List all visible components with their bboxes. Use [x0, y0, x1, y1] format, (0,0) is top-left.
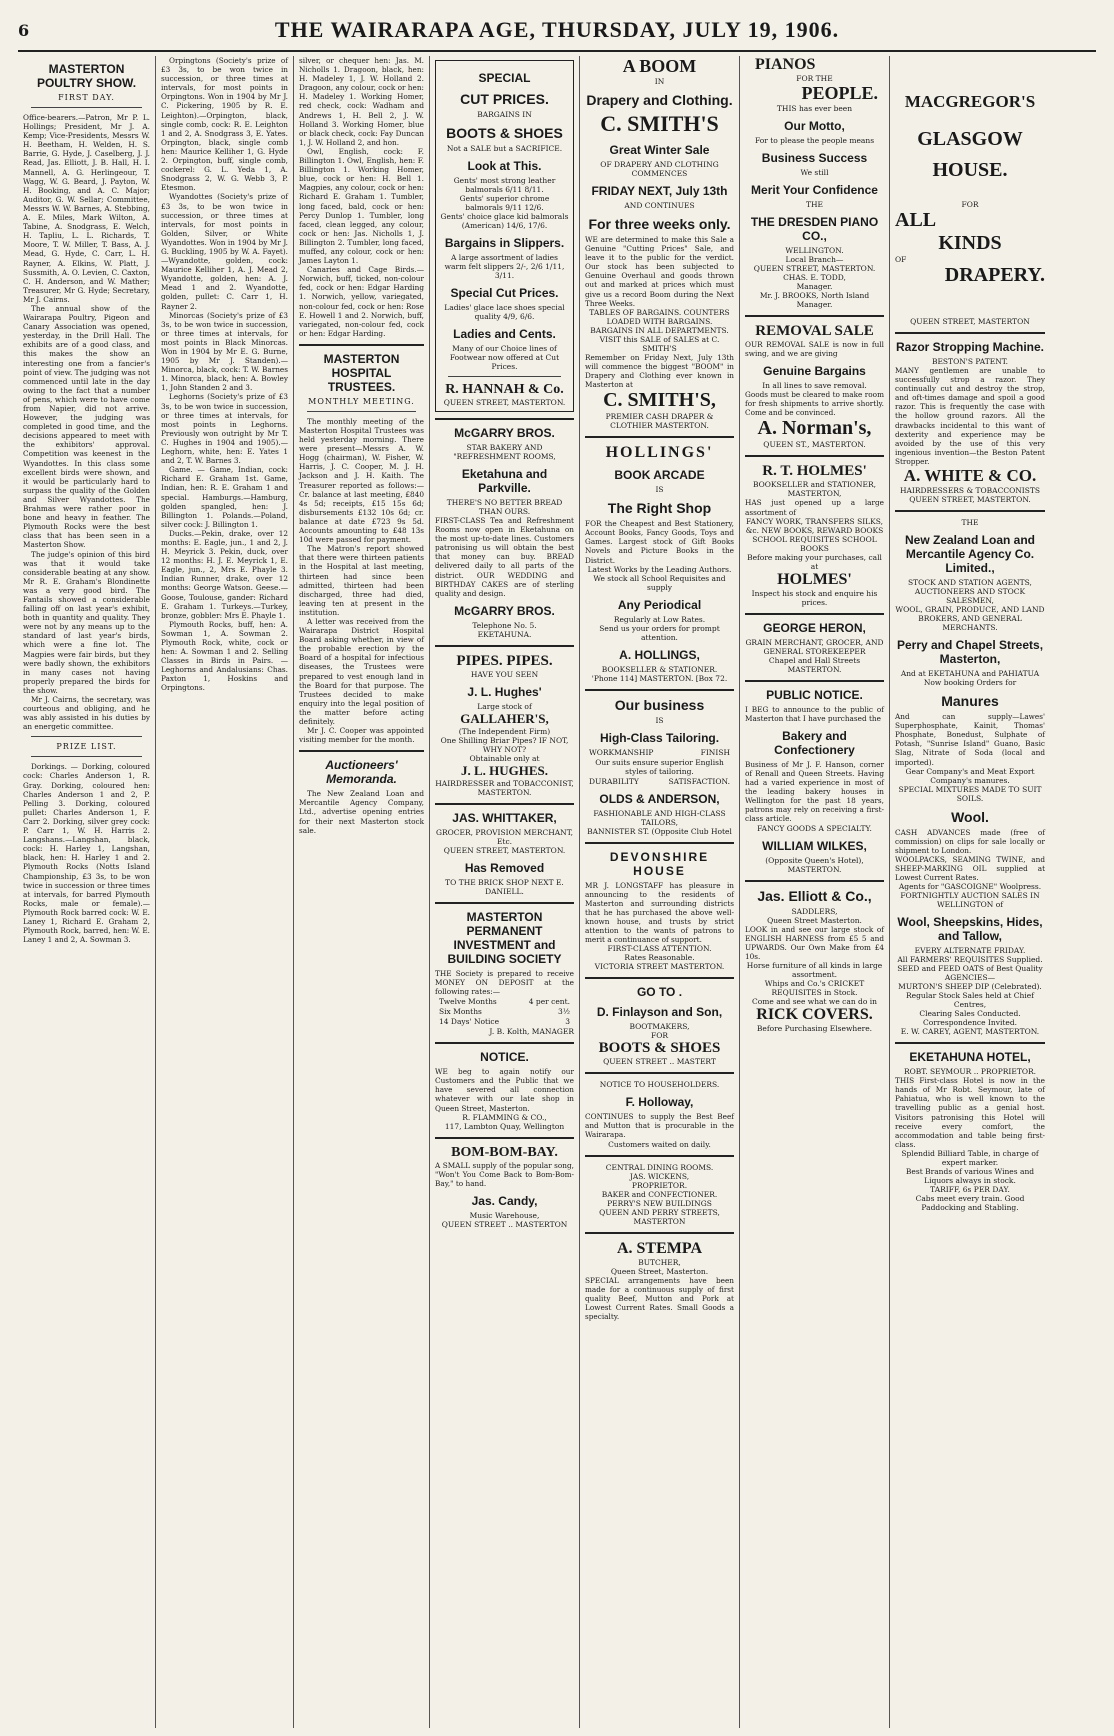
- ad-text: LOOK in and see our large stock of ENGLISH HARNESS from £5 5 and UPWARDS. Our Own Make from £4 10s.: [745, 924, 884, 961]
- article-paragraph: Plymouth Rocks, buff, hen: A. Sowman 1, A. Sowman 2. Plymouth Rock, white, cock or hen: A. Sowman 1 and 2. Selling Classes in Birds in Pairs. —Leghorns and Andalusians: Chas. Paxton 1, Hoskins and Orpingtons.: [161, 619, 288, 693]
- page-number: 6: [18, 20, 30, 40]
- ad-text: FOR: [651, 1031, 668, 1041]
- article-paragraph: Dorkings. — Dorking, coloured cock: Charles Anderson 1, R. Gray. Dorking, coloured hen: Charles Anderson 1 and 2, P. Pelling 3. Dorking, coloured pullet: Charles Anderson 1, F. Carr 2. Dorking, silver grey cock: P. Carr 1, W. H. Harris 2. Langshans.—Langshan, black, cock: H. Harley 1, Langshan, black, hen: H. Harley 1 and 2. Plymouth Rocks (Notts Island Championship, £3 3s, to be won twice in succession or three times at intervals, for barred Plymouth Rocks, male or female).—Plymouth Rock barred cock: W. E. Laney 1, Richard E. Graham 2, Plymouth Rock, barred, hen: W. E. Laney 1 and 2, A. Sowman 3.: [23, 762, 150, 945]
- column-6: [740, 56, 890, 1728]
- ad-business-name: C. SMITH'S,: [603, 389, 716, 412]
- article-paragraph: The monthly meeting of the Masterton Hospital Trustees was held yesterday morning. There were present—Messrs A. W. Hogg (chairman), W. Fisher, W. Harris, J. C. Cooper, M. J. H. Jackson and J. H. Kaith. The Treasurer reported as follows:—Cr. balance at last meeting, £840 4s 5d; receipts, £15 15s 6d; disbursements £132 10s 6d; cr. balance at date £723 9s 5d. Accounts amounting to £48 13s 10d were passed for payment.: [299, 416, 424, 545]
- article-paragraph: Owl, English, cock: F. Billington 1. Owl, English, hen: F. Billington 1. Working Homer, blue, cock or hen: H. Bell 1. Magpies, any colour, cock or hen: Richard E. Graham 1. Tumbler, long faced, bald, cock or hen: Percy Dunlop 1. Tumbler, long faced, clean legged, any colour, cock or hen: Jas. Nicholls 1, J. Billington 2. Tumbler, long faced, muffed, any colour, cock or hen: James Layton 1.: [299, 146, 424, 266]
- ad-text: MR J. LONGSTAFF has pleasure in announcing to the residents of Masterton and surrounding districts that he has purchased the above well-known house, and trusts by strict attention to the wants of patrons to merit a continuance of support.: [585, 880, 734, 945]
- ad-text: We still: [800, 168, 829, 177]
- ad-text: Agents for "GASCOIGNE" Woolpress.: [898, 882, 1042, 892]
- ad-business-name: C. SMITH'S: [600, 111, 719, 136]
- ad-business-name: R. HANNAH & Co.: [445, 382, 564, 397]
- ad-heading: PIANOS: [755, 56, 816, 73]
- ad-corner-row: [589, 777, 730, 786]
- ad-address: Perry and Chapel Streets, Masterton,: [896, 638, 1044, 667]
- rate-term: Twelve Months: [439, 997, 497, 1007]
- ad-business-name: DEVONSHIRE HOUSE: [609, 849, 710, 878]
- article-paragraph: The judge's opinion of this bird was that it would take considerable beating at any show. Mr R. E. Graham's Blondinette was a very good bird. The Fantails showed a considerable falling off on last year's exhibit, both in quantity and quality. They were not by any means up to the standard of last year's birds, which were a fine lot. The Magpies were fair birds, but they were badly shown, the exhibitors in many cases not having properly prepared the birds for the show.: [23, 549, 150, 695]
- ad-text: SADDLERS,: [791, 906, 838, 916]
- ad-business-name: OLDS & ANDERSON,: [599, 791, 720, 806]
- article-paragraph: The annual show of the Wairarapa Poultry, Pigeon and Canary Association was opened, yesterday, in the Drill Hall. The exhibits are of a good class, and this makes the show an interesting one from a fancier's point of view. The judging was not commenced until late in the day owing to the fact that a number of pens, which were to have come from Napier, did not arrive. However, the judging was completed in good time, and the decisions appeared to meet with the exhibitors' approval. Competition was keenest in the Wyandottes. In this class some excellent birds were shown, and it would be particularly hard to surpass the quality of the Golden and Silver Wyandottes. The Brahmas were rather poor in bone and heavy in feather. The Plymouth Rocks were the best class that has been seen in a Masterton Show.: [23, 303, 150, 550]
- ad-text: One Shilling Briar Pipes? IF NOT, WHY NOT?: [440, 735, 569, 754]
- ad-text: WE are determined to make this Sale a Genuine "Cutting Prices" Sale, and leave it to the public for the verdict. Our stock has been subjected to Genuine Overhaul and goods thrown out and marked at prices which must give us a record Boom during the Next Three Weeks.: [585, 235, 734, 308]
- ad-text: WORKMANSHIP: [589, 747, 654, 757]
- column-7: [890, 56, 1050, 1728]
- ad-heading: BOOK ARCADE: [614, 468, 705, 483]
- ad-heading: SPECIAL: [478, 71, 531, 85]
- ad-text: Regular Stock Sales held at Chief Centres,: [906, 991, 1034, 1010]
- article-paragraph: Orpingtons (Society's prize of £3 3s, to be won twice in succession, or three times at intervals, for most points in Orpingtons. Won in 1904 by Mr J. C. Pickering, 1905 by R. E. Leighton).—Orpington, black, single comb, cock: R. E. Leighton 1 and 2, A. Snodgrass 3, E. Yates. Orpington, black, single comb hen: Maurice Kelliher 1, G. Hyde 2. Orpington, buff, single comb, cockerel: G. L. Yeda 1, A. Snodgrass 2, W. G. Webb 3, P. Etesmon.: [161, 56, 288, 193]
- ad-text: FOR the Cheapest and Best Stationery, Account Books, Fancy Goods, Toys and Games. Largest stock of Gift Books Novels and Picture Books in the District.: [585, 519, 734, 565]
- ad-text: CASH ADVANCES made (free of commission) on clips for sale locally or shipment to London.: [895, 827, 1045, 855]
- ad-text: SATISFACTION.: [668, 776, 730, 786]
- ad-text: I BEG to announce to the public of Masterton that I have purchased the: [745, 704, 884, 723]
- ad-text: TO THE BRICK SHOP NEXT E. DANIELL.: [445, 877, 564, 896]
- ad-text: Before making your purchases, call at: [747, 552, 882, 571]
- ad-text: SPECIAL arrangements have been made for a continuous supply of first quality Beef, Mutton and Pork at Lowest Current Rates. Small Goods a specialty.: [585, 1275, 734, 1321]
- ad-text: FOR: [961, 200, 979, 209]
- ad-text: CONTINUES to supply the Best Beef and Mutton that is procurable in the Wairarapa.: [585, 1112, 734, 1140]
- ad-heading: The Right Shop: [607, 500, 712, 517]
- ad-text: OF DRAPERY AND CLOTHING: [600, 160, 719, 169]
- ad-business-name: J. L. HUGHES.: [460, 762, 549, 778]
- ad-business-name: New Zealand Loan and Mercantile Agency Co. Limited.,: [904, 533, 1036, 576]
- ad-text: IN: [654, 77, 665, 86]
- ad-heading: Look at This.: [467, 159, 542, 173]
- article-paragraph: Office-bearers.—Patron, Mr P. L. Hollings; President, Mr J. A. Kemp; Vice-Presidents, Messrs W. H. Beetham, H. Welden, H. S. Barrie, G. Hyde, J. Caselberg, J. J. Read, Jas. Elliott, J. B. Hall, H. I. Mannell, A. G. Herlingeour, T. Wagg, W. G. Beard, J. Payton, W. H. Booking, and A. C. Major; Auditor, G. W. Sellar; Committee, Messrs W. W. Barnes, A. Stebbing, A. E. Miles, Mark Wilton, A. Tabine, A. Snodgrass, E. Welch, H. Tapliu, L. L. Richards, T. Moore, T. W. Miller, T. Bass, A. J. Mead, G. Hyde, C. Carr, L. H. Rayner, A. Elkins, W. Platt, J. Sussmith, A. O. Levien, C. Caxton, C. H. Anderson, and W. Mather; Treasurer, Mr G. Hyde; Secretary, Mr J. Cairns.: [23, 113, 150, 304]
- ad-text: Our suits ensure superior English styles of tailoring.: [595, 757, 724, 776]
- ad-text: IS: [655, 715, 664, 725]
- auction-title: Auctioneers' Memoranda.: [325, 758, 398, 787]
- ad-heading: Genuine Bargains: [763, 364, 866, 379]
- ad-text: BOOKSELLER & STATIONER.: [601, 664, 718, 674]
- columns: [18, 56, 1096, 1728]
- ad-text: Clearing Sales Conducted.: [919, 1009, 1021, 1019]
- ad-text: EKETAHUNA.: [477, 629, 532, 639]
- ad-address: HAIRDRESSERS & TOBACCONISTS QUEEN STREET, MASTERTON.: [899, 486, 1041, 505]
- ad-text: Mr. J. BROOKS, North Island Manager.: [759, 291, 870, 309]
- ad-text: Whips and Co.'s CRICKET REQUISITES in Stock.: [764, 978, 865, 997]
- ad-address: 117, Lambton Quay, Wellington: [444, 1121, 565, 1131]
- ad-text: In all lines to save removal.: [762, 381, 867, 391]
- hannah-ad: [435, 60, 574, 412]
- ad-heading: Razor Stropping Machine.: [895, 340, 1044, 354]
- ad-text: For to please the people means: [754, 136, 875, 145]
- ad-heading: Great Winter Sale: [609, 143, 710, 157]
- ad-business-name: A. HOLLINGS,: [619, 647, 700, 662]
- ad-text: Best Brands of various Wines and Liquors always in stock.: [905, 1166, 1035, 1185]
- ad-text: Correspondence Invited.: [922, 1018, 1018, 1028]
- ad-text: Local Branch—: [785, 255, 844, 264]
- ad-heading: BOM-BOM-BAY.: [451, 1144, 558, 1160]
- ad-text: FANCY WORK, TRANSFERS SILKS, &c. NEW BOOKS, REWARD BOOKS SCHOOL REQUISITES SCHOOL BOOKS: [745, 516, 884, 553]
- ad-text: FINISH: [700, 747, 730, 757]
- ad-text: AND CONTINUES: [624, 201, 695, 210]
- rate-row: [439, 1007, 570, 1016]
- ad-text: SPECIAL MIXTURES MADE TO SUIT SOILS.: [898, 784, 1042, 803]
- ad-text: FIRST-CLASS ATTENTION.: [607, 944, 712, 954]
- ad-text: COMMENCES: [631, 169, 688, 178]
- ad-address: 'Phone 114] MASTERTON. [Box 72.: [591, 673, 728, 683]
- ad-business-name: MASTERTON PERMANENT INVESTMENT and BUILDING SOCIETY: [447, 909, 562, 966]
- ad-text: FOR THE: [796, 74, 833, 83]
- ad-text: Gents' most strong leather balmorals 6/11 8/11.: [453, 176, 556, 194]
- ad-address: QUEEN ST., MASTERTON.: [763, 440, 866, 450]
- ad-text: Gear Company's and Meat Export Company's manures.: [905, 766, 1035, 785]
- ad-address: QUEEN STREET, MASTERTON.: [753, 264, 876, 273]
- column-2: [156, 56, 294, 1728]
- ad-text: STAR BAKERY AND "REFRESHMENT ROOMS,: [453, 443, 556, 461]
- ad-text: Gents' superior chrome balmorals 9/11 12/6.: [459, 194, 550, 212]
- ad-heading: BOOTS & SHOES: [598, 1040, 721, 1057]
- ad-text: THE: [805, 200, 824, 209]
- ad-text: Splendid Billiard Table, in charge of expert marker.: [901, 1148, 1039, 1167]
- ad-heading: Special Cut Prices.: [450, 286, 559, 300]
- ad-business-name: THE DRESDEN PIANO CO.,: [750, 215, 879, 243]
- ad-text: Obtainable only at: [469, 753, 540, 763]
- ad-text: GRAIN MERCHANT, GROCER, AND: [745, 637, 884, 647]
- ad-business-name: A. WHITE & CO.: [903, 466, 1037, 486]
- article-paragraph: silver, or chequer hen: Jas. M. Nicholls 1. Dragoon, black, hen: H. Madeley 1, J. W. Holland 2. Dragoon, any colour, cock or hen: H. Madeley 1. Working Homer, red check, cock: Wadham and Andrews 1, H. Bell 2, J. W. Holland 3. Working Homer, blue or black check, cock: Fay Duncan 1, J. W. Holland 2, and hon.: [299, 56, 424, 147]
- article-paragraph: Wyandottes (Society's prize of £3 3s, to be won twice in succession, or three times at intervals, for most points in Golden, Silver, or White Wyandottes. Won in 1904 by Mr J. G. Buckling, 1905 by W. A. Fayet).—Wyandotte, golden, cock: Maurice Kelliher 1, A. J. Mead 2, Wyandotte, golden, hen: A. J. Mead 1 and 2. Wyandotte, golden, pullet: C. Carr 1, H. Rayner 2.: [161, 192, 288, 311]
- ad-address: (Opposite Queen's Hotel), MASTERTON.: [765, 855, 864, 874]
- ad-address: HAIRDRESSER and TOBACCONIST, MASTERTON.: [435, 778, 574, 797]
- ad-text: CHAS. E. TODD,: [783, 273, 846, 282]
- ad-heading: A BOOM: [622, 56, 697, 76]
- ad-address: QUEEN STREET .. MASTERTON: [441, 1219, 568, 1229]
- ad-text: Before Purchasing Elsewhere.: [756, 1023, 873, 1033]
- ad-address: QUEEN STREET, MASTERTON: [910, 317, 1030, 326]
- ad-corner-row: [589, 748, 730, 757]
- ad-address: MASTERTON.: [787, 664, 842, 674]
- ad-text: Gents' choice glace kid balmorals (American) 14/6, 17/6.: [440, 212, 569, 230]
- rate-term: 14 Days' Notice: [439, 1017, 500, 1027]
- masthead: [18, 10, 1096, 52]
- ad-text: Inspect his stock and enquire his prices.: [751, 588, 878, 607]
- article-paragraph: Ducks.—Pekin, drake, over 12 months: E. Eagle, jun., 1 and 2, J. H. Meyrick 3. Pekin, duck, over 12 months: H. J. E. Meyrick 1, E. Eagle, jun., 2, Mrs E. Phayle 3. Indian Runner, drake, over 12 months: George Watson. Geese.—Goose, Toulouse, gander: Richard E. Graham 1. Turkeys.—Turkey, bronze, gobbler: Mrs E. Phayle 1.: [161, 528, 288, 620]
- ad-heading: Drapery and Clothing.: [586, 92, 733, 108]
- ad-business-name: JAS. WHITTAKER,: [452, 810, 557, 825]
- ad-text: Telephone No. 5.: [472, 620, 537, 630]
- ad-text: A large assortment of ladies warm felt slippers 2/-, 2/6 1/11, 3/11.: [444, 253, 565, 280]
- ad-heading: GALLAHER'S,: [460, 710, 549, 726]
- ad-text: A SMALL supply of the popular song, "Won't You Come Back to Bom-Bom-Bay," to hand.: [435, 1160, 574, 1188]
- ad-address: Chapel and Hall Streets: [768, 655, 861, 665]
- ad-heading: Eketahuna and Parkville.: [461, 467, 548, 495]
- ad-text: TARIFF, 6s PER DAY.: [930, 1184, 1010, 1194]
- ad-heading: CUT PRICES.: [460, 91, 549, 107]
- ad-text: E. W. CAREY, AGENT, MASTERTON.: [900, 1027, 1040, 1037]
- ad-business-name: MACGREGOR'S: [904, 92, 1036, 111]
- rate-value: 3: [565, 1017, 570, 1027]
- ad-text: Ladies' glace lace shoes special quality 4/9, 6/6.: [444, 303, 565, 321]
- ad-heading: PUBLIC NOTICE.: [766, 687, 863, 702]
- article-paragraph: Leghorns (Society's prize of £3 3s, to be won twice in succession, or three times at intervals, for most points in Leghorns. Previously won outright by Mr T. C. Hughes in 1904 and 1905).—Leghorn, white, hen: E. Yates 1 and 2, T. W. Barnes 3.: [161, 392, 288, 466]
- ad-business-name: McGARRY BROS.: [454, 603, 555, 618]
- ad-text: FORTNIGHTLY AUCTION SALES IN WELLINGTON of: [900, 891, 1040, 910]
- ad-heading: KINDS: [938, 232, 1002, 254]
- rate-value: 3½: [557, 1007, 570, 1017]
- ad-text: WOOLPACKS, SEAMING TWINE, and SHEEP-MARKING OIL supplied at Lowest Current Rates.: [895, 854, 1045, 883]
- ad-business-name: GLASGOW: [917, 128, 1023, 150]
- ad-heading: GO TO .: [636, 985, 683, 1000]
- ad-text: BOOTMAKERS,: [629, 1022, 690, 1032]
- article-paragraph: The Matron's report showed that there were thirteen patients in the Hospital at last meeting, thirteen had since been admitted, thirteen had been discharged, three had died, leaving ten at present in the institution.: [299, 544, 424, 617]
- ad-text: FIRST-CLASS Tea and Refreshment Rooms now open in Eketahuna on the most up-to-date lines. Customers patronising us will obtain the best that money can buy. BREAD delivered daily to all parts of the district. OUR WEDDING and BIRTHDAY CAKES are of sterling quality and design.: [435, 516, 574, 598]
- ad-heading: FRIDAY NEXT, July 13th: [591, 184, 728, 198]
- ad-text: OF: [895, 255, 907, 264]
- ad-address: QUEEN AND PERRY STREETS,: [599, 1207, 720, 1217]
- ad-business-name: F. Holloway,: [625, 1095, 694, 1110]
- hospital-subtitle: MONTHLY MEETING.: [308, 396, 415, 406]
- article-paragraph: Canaries and Cage Birds.—Norwich, buff, ticked, non-colour fed, cock or hen: Edgar Harding 1. Norwich, yellow, variegated, non-colour fed, cock or hen: Rose E. Howell 1 and 2. Norwich, buff, variegated, non-colour fed, cock or hen: Edgar Harding.: [299, 265, 424, 338]
- ad-heading: Business Success: [761, 151, 868, 165]
- ad-heading: Bakery and Confectionery: [774, 728, 855, 757]
- column-3: [294, 56, 430, 1728]
- ad-address: WELLINGTON.: [785, 246, 844, 255]
- ad-address: And at EKETAHUNA and PAHIATUA: [900, 669, 1040, 679]
- ad-heading: CENTRAL DINING ROOMS.: [605, 1162, 714, 1172]
- ad-heading: Has Removed: [464, 860, 545, 875]
- ad-text: THE: [961, 518, 979, 528]
- ad-text: Latest Works by the Leading Authors.: [587, 564, 732, 574]
- ad-text: STOCK AND STATION AGENTS, AUCTIONEERS AND STOCK SALESMEN,: [908, 578, 1032, 606]
- column-4: [430, 56, 580, 1728]
- ad-business-name: R. T. HOLMES': [762, 463, 867, 480]
- ad-heading: NOTICE TO HOUSEHOLDERS.: [599, 1080, 720, 1090]
- ad-text: SEED and FEED OATS of Best Quality: [897, 964, 1043, 974]
- ad-text: Come and see what we can do in: [752, 996, 877, 1006]
- ad-business-name: HOLMES': [777, 570, 852, 588]
- ad-address: Queen Street, Masterton.: [610, 1266, 709, 1276]
- ad-text: Music Warehouse,: [469, 1210, 540, 1220]
- ad-text: Not a SALE but a SACRIFICE.: [446, 144, 563, 153]
- prize-list-title: PRIZE LIST.: [56, 742, 117, 752]
- ad-business-name: R. FLAMMING & CO.,: [462, 1112, 547, 1122]
- ad-text: We stock all School Requisites and supply: [593, 573, 726, 592]
- hospital-title: MASTERTON HOSPITAL TRUSTEES.: [323, 351, 400, 394]
- rate-value: 4 per cent.: [528, 997, 570, 1007]
- ad-text: OUR REMOVAL SALE is now in full swing, and we are giving: [745, 340, 884, 359]
- ad-heading: Manures: [941, 693, 999, 710]
- ad-text: BUTCHER,: [638, 1257, 681, 1267]
- ad-text: DURABILITY: [589, 776, 639, 786]
- ad-business-name: McGARRY BROS.: [454, 426, 555, 440]
- ad-business-name: Jas. Elliott & Co.,: [757, 887, 872, 904]
- ad-text: AGENCIES—: [944, 973, 996, 983]
- ad-text: MURTON'S SHEEP DIP (Celebrated).: [898, 982, 1042, 992]
- poultry-show-title: MASTERTON POULTRY SHOW.: [36, 62, 137, 90]
- newspaper-title: THE WAIRARAPA AGE, THURSDAY, JULY 19, 1906.: [274, 17, 840, 42]
- ad-business-name: WILLIAM WILKES,: [762, 838, 867, 853]
- ad-text: PROPRIETOR.: [631, 1180, 688, 1190]
- ad-text: Goods must be cleared to make room for fresh shipments to arrive shortly. Come and be convinced.: [745, 390, 884, 418]
- ad-address: VICTORIA STREET MASTERTON.: [594, 962, 725, 972]
- ad-text: ROBT. SEYMOUR .. PROPRIETOR.: [903, 1067, 1037, 1077]
- ad-text: BOOKSELLER and STATIONER, MASTERTON,: [752, 480, 877, 499]
- ad-text: BARGAINS IN: [477, 110, 532, 119]
- ad-business-name: GEORGE HERON,: [763, 620, 866, 635]
- ad-text: Horse furniture of all kinds in large assortment.: [746, 960, 883, 979]
- ad-business-name: JAS. WICKENS,: [629, 1171, 690, 1181]
- ad-text: Cabs meet every train. Good Paddocking and Stabling.: [915, 1193, 1025, 1212]
- ad-business-name: A. Norman's,: [757, 417, 872, 440]
- ad-heading: For three weeks only.: [588, 216, 731, 232]
- article-paragraph: A letter was received from the Wairarapa District Hospital Board asking whether, in view of the probable erection by the Board of a hospital for infectious diseases, the Trustees were prepared to vest enough land in the Board for that purpose. The Trustees decided to make enquiry into the legal position of the matter before acting definitely.: [299, 616, 424, 726]
- ad-address: QUEEN STREET, MASTERTON.: [443, 398, 566, 407]
- ad-business-name: J. L. Hughes': [467, 684, 542, 699]
- ad-text: THERE'S NO BETTER BREAD THAN OURS.: [446, 498, 563, 516]
- ad-address: QUEEN STREET, MASTERTON.: [443, 845, 566, 855]
- ad-heading: REMOVAL SALE: [755, 323, 874, 339]
- ad-text: And can supply—Lawes' Superphosphate, Kainit, Thomas' Phosphate, Bonedust, Sulphate of Potash, "Sunrise Island" Guano, Basic Slag, Nitrate of Soda (local and imported).: [895, 712, 1045, 767]
- ad-text: Many of our Choice lines of Footwear now offered at Cut Prices.: [449, 344, 560, 371]
- ad-text: EVERY ALTERNATE FRIDAY.: [914, 946, 1026, 956]
- ad-heading: Merit Your Confidence: [751, 183, 878, 197]
- ad-heading: RICK COVERS.: [756, 1005, 873, 1023]
- ad-text: FASHIONABLE AND HIGH-CLASS TAILORS,: [593, 808, 726, 827]
- ad-text: Manager.: [796, 282, 833, 291]
- ad-heading: BOOTS & SHOES: [446, 125, 563, 141]
- ad-heading: PIPES. PIPES.: [456, 652, 553, 669]
- ad-business-name: EKETAHUNA HOTEL,: [909, 1050, 1031, 1065]
- ad-text: BESTON'S PATENT.: [931, 357, 1009, 366]
- ad-text: Send us your orders for prompt attention.: [599, 623, 720, 642]
- column-5: [580, 56, 740, 1728]
- ad-heading: Wool, Sheepskins, Hides, and Tallow,: [897, 915, 1043, 944]
- ad-address: Queen Street Masterton.: [767, 915, 862, 925]
- ad-text: (The Independent Firm): [458, 726, 551, 736]
- ad-heading: ALL: [895, 209, 937, 231]
- ad-text: Regularly at Low Rates.: [613, 614, 706, 624]
- ad-address: MASTERTON: [633, 1216, 686, 1226]
- ad-text: THIS First-class Hotel is now in the hands of Mr Robt. Seymour, late of Pahiatua, who is well known to the travelling public as a genial host. Visitors patronising this Hotel will receive every comfort, the accommodation and table being first-class.: [895, 1076, 1045, 1149]
- ad-heading: High-Class Tailoring.: [599, 730, 720, 745]
- ad-text: GENERAL STOREKEEPER: [763, 646, 866, 656]
- poultry-show-subtitle: FIRST DAY.: [58, 93, 115, 102]
- ad-heading: Wool.: [951, 808, 989, 825]
- article-paragraph: Mr J. Cairns, the secretary, was courteous and obliging, and he was ably assisted in his duties by an energetic committee.: [23, 695, 150, 732]
- rate-row: [439, 997, 570, 1006]
- article-paragraph: Mr J. C. Cooper was appointed visiting member for the month.: [299, 726, 424, 745]
- ad-text: Now booking Orders for: [923, 678, 1017, 688]
- article-paragraph: The New Zealand Loan and Mercantile Agency Company, Ltd., advertise opening entries for their next Masterton stock sale.: [299, 789, 424, 835]
- ad-text: HAS just opened up a large assortment of: [745, 498, 884, 517]
- ad-text: THE Society is prepared to receive MONEY ON DEPOSIT at the following rates:—: [435, 968, 574, 997]
- rate-row: [439, 1017, 570, 1026]
- ad-text: All FARMERS' REQUISITES Supplied.: [897, 955, 1043, 965]
- ad-text: GROCER, PROVISION MERCHANT, Etc.: [435, 827, 574, 846]
- ad-text: TABLES OF BARGAINS. COUNTERS LOADED WITH BARGAINS. BARGAINS IN ALL DEPARTMENTS.: [589, 307, 730, 335]
- ad-heading: PEOPLE.: [801, 83, 878, 103]
- ad-text: J. B. Kolth, MANAGER: [489, 1027, 574, 1037]
- ad-address: QUEEN STREET .. MASTERT: [603, 1057, 716, 1067]
- ad-business-name: A. STEMPA: [616, 1239, 703, 1257]
- rate-term: Six Months: [439, 1007, 482, 1017]
- ad-text: HAVE YOU SEEN: [470, 669, 539, 679]
- ad-business-name: HOLLINGS': [605, 444, 714, 462]
- ad-text: Customers waited on daily.: [608, 1139, 711, 1149]
- article-paragraph: Game. — Game, Indian, cock: Richard E. Graham 1st. Game, Indian, hen: R. E. Graham 1 and special. Hamburgs.—Hamburg, golden spangled, hen: J. Billington 1. Polands.—Poland, silver cock: J. Billington 1.: [161, 465, 288, 529]
- ad-heading: Ladies and Cents.: [453, 327, 556, 341]
- ad-heading: Bargains in Slippers.: [444, 236, 565, 250]
- ad-text: WOOL, GRAIN, PRODUCE, AND LAND BROKERS, AND GENERAL MERCHANTS.: [895, 605, 1045, 633]
- ad-address: PREMIER CASH DRAPER & CLOTHIER MASTERTON.: [605, 412, 714, 431]
- ad-text: VISIT this SALE of SALES at C. SMITH'S: [599, 334, 720, 353]
- ad-heading: Our business: [614, 696, 705, 713]
- ad-heading: Any Periodical: [617, 597, 702, 612]
- ad-text: Large stock of: [477, 701, 532, 711]
- column-1: [18, 56, 156, 1728]
- ad-text: THIS has ever been: [776, 104, 853, 113]
- ad-text: PERRY'S NEW BUILDINGS: [607, 1198, 712, 1208]
- ad-text: WE beg to again notify our Customers and the Public that we have severed all connection whatever with our late shop in Queen Street, Masterton.: [435, 1067, 574, 1113]
- ad-text: Remember on Friday Next, July 13th will commence the biggest "BOOM" in Drapery and Clothing ever known in Masterton at: [585, 352, 734, 390]
- ad-text: Business of Mr J. F. Hanson, corner of Renall and Queen Streets. Having had a varied experience in most of the leading bakery houses in Wellington for the past 18 years, patrons may rely on receiving a first-class article.: [745, 759, 884, 824]
- ad-heading: DRAPERY.: [944, 264, 1045, 286]
- ad-business-name: Jas. Candy,: [471, 1193, 538, 1208]
- ad-address: BANNISTER ST. (Opposite Club Hotel: [587, 826, 732, 836]
- ad-text: IS: [655, 485, 664, 495]
- ad-text: MANY gentlemen are unable to successfully strop a razor. They continually cut and destroy the strop, and oft-times damage and spoil a good razor. This is frequently the case with the hollow ground razors. All the drawbacks incidental to this want of dexterity and experience may be avoided by the use of this very ingenious invention—the Beston Patent Stropper.: [895, 366, 1045, 466]
- ad-business-name: HOUSE.: [932, 159, 1008, 181]
- ad-business-name: D. Finlayson and Son,: [596, 1005, 723, 1020]
- ad-text: FANCY GOODS A SPECIALTY.: [757, 823, 872, 833]
- ad-heading: NOTICE.: [480, 1050, 529, 1065]
- article-paragraph: Minorcas (Society's prize of £3 3s, to be won twice in succession, or three times at intervals, for most points in Black Minorcas. Won in 1904 by Mr E. G. Burne, 1905 by Mr J. Standen).—Minorca, black, cock: T. W. Barnes 1. Minorca, black, hen: A. Bowley 1, John Standen 2 and 3.: [161, 310, 288, 393]
- ad-text: Rates Reasonable.: [624, 953, 695, 963]
- ad-text: BAKER and CONFECTIONER.: [601, 1189, 718, 1199]
- ad-heading: Our Motto,: [784, 119, 845, 133]
